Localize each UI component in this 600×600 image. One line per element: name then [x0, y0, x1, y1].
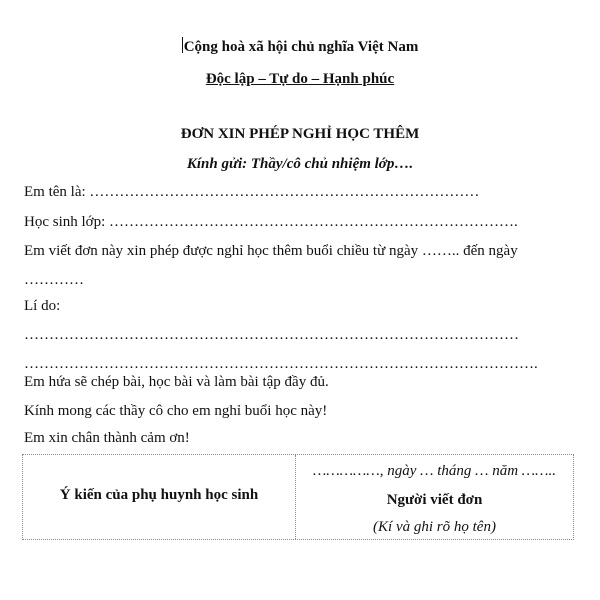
writer-note: (Kí và ghi rõ họ tên): [373, 519, 496, 535]
nation-heading: [0, 37, 600, 57]
name-line: Em tên là: ……………………………………………………………………: [24, 184, 480, 200]
writer-cell: [296, 455, 573, 539]
reason-line-2: ………………………………………………………………………………………….: [24, 356, 538, 372]
request-line-1: Em viết đơn này xin phép được nghỉ học thêm buổi chiều từ ngày …….. đến ngày: [24, 243, 518, 259]
reason-line-1: ………………………………………………………………………………………: [24, 327, 519, 343]
text-cursor: [182, 37, 183, 53]
thanks-line: Em xin chân thành cảm ơn!: [24, 430, 190, 446]
motto-text: Độc lập – Tự do – Hạnh phúc: [205, 71, 395, 87]
class-line: Học sinh lớp: ……………………………………………………………………….: [24, 214, 518, 230]
recipient-line: [0, 154, 600, 174]
motto-heading: [0, 69, 600, 89]
parent-opinion-cell: [23, 455, 295, 539]
signature-table: [22, 454, 574, 540]
request-line-2: …………: [24, 272, 84, 288]
parent-opinion-label: Ý kiến của phụ huynh học sinh: [59, 487, 259, 503]
reason-label: Lí do:: [24, 298, 61, 314]
date-line: ……………, ngày … tháng … năm ……..: [313, 463, 556, 479]
nation-heading-text: Cộng hoà xã hội chủ nghĩa Việt Nam: [183, 39, 419, 55]
recipient-text: Kính gửi: Thầy/cô chủ nhiệm lớp….: [186, 156, 414, 172]
promise-line: Em hứa sẽ chép bài, học bài và làm bài tập đầy đủ.: [24, 374, 329, 390]
writer-label: Người viết đơn: [386, 492, 483, 508]
request-close-line: Kính mong các thầy cô cho em nghỉ buổi học này!: [24, 403, 328, 419]
document-title: ĐƠN XIN PHÉP NGHỈ HỌC THÊM: [180, 126, 420, 142]
